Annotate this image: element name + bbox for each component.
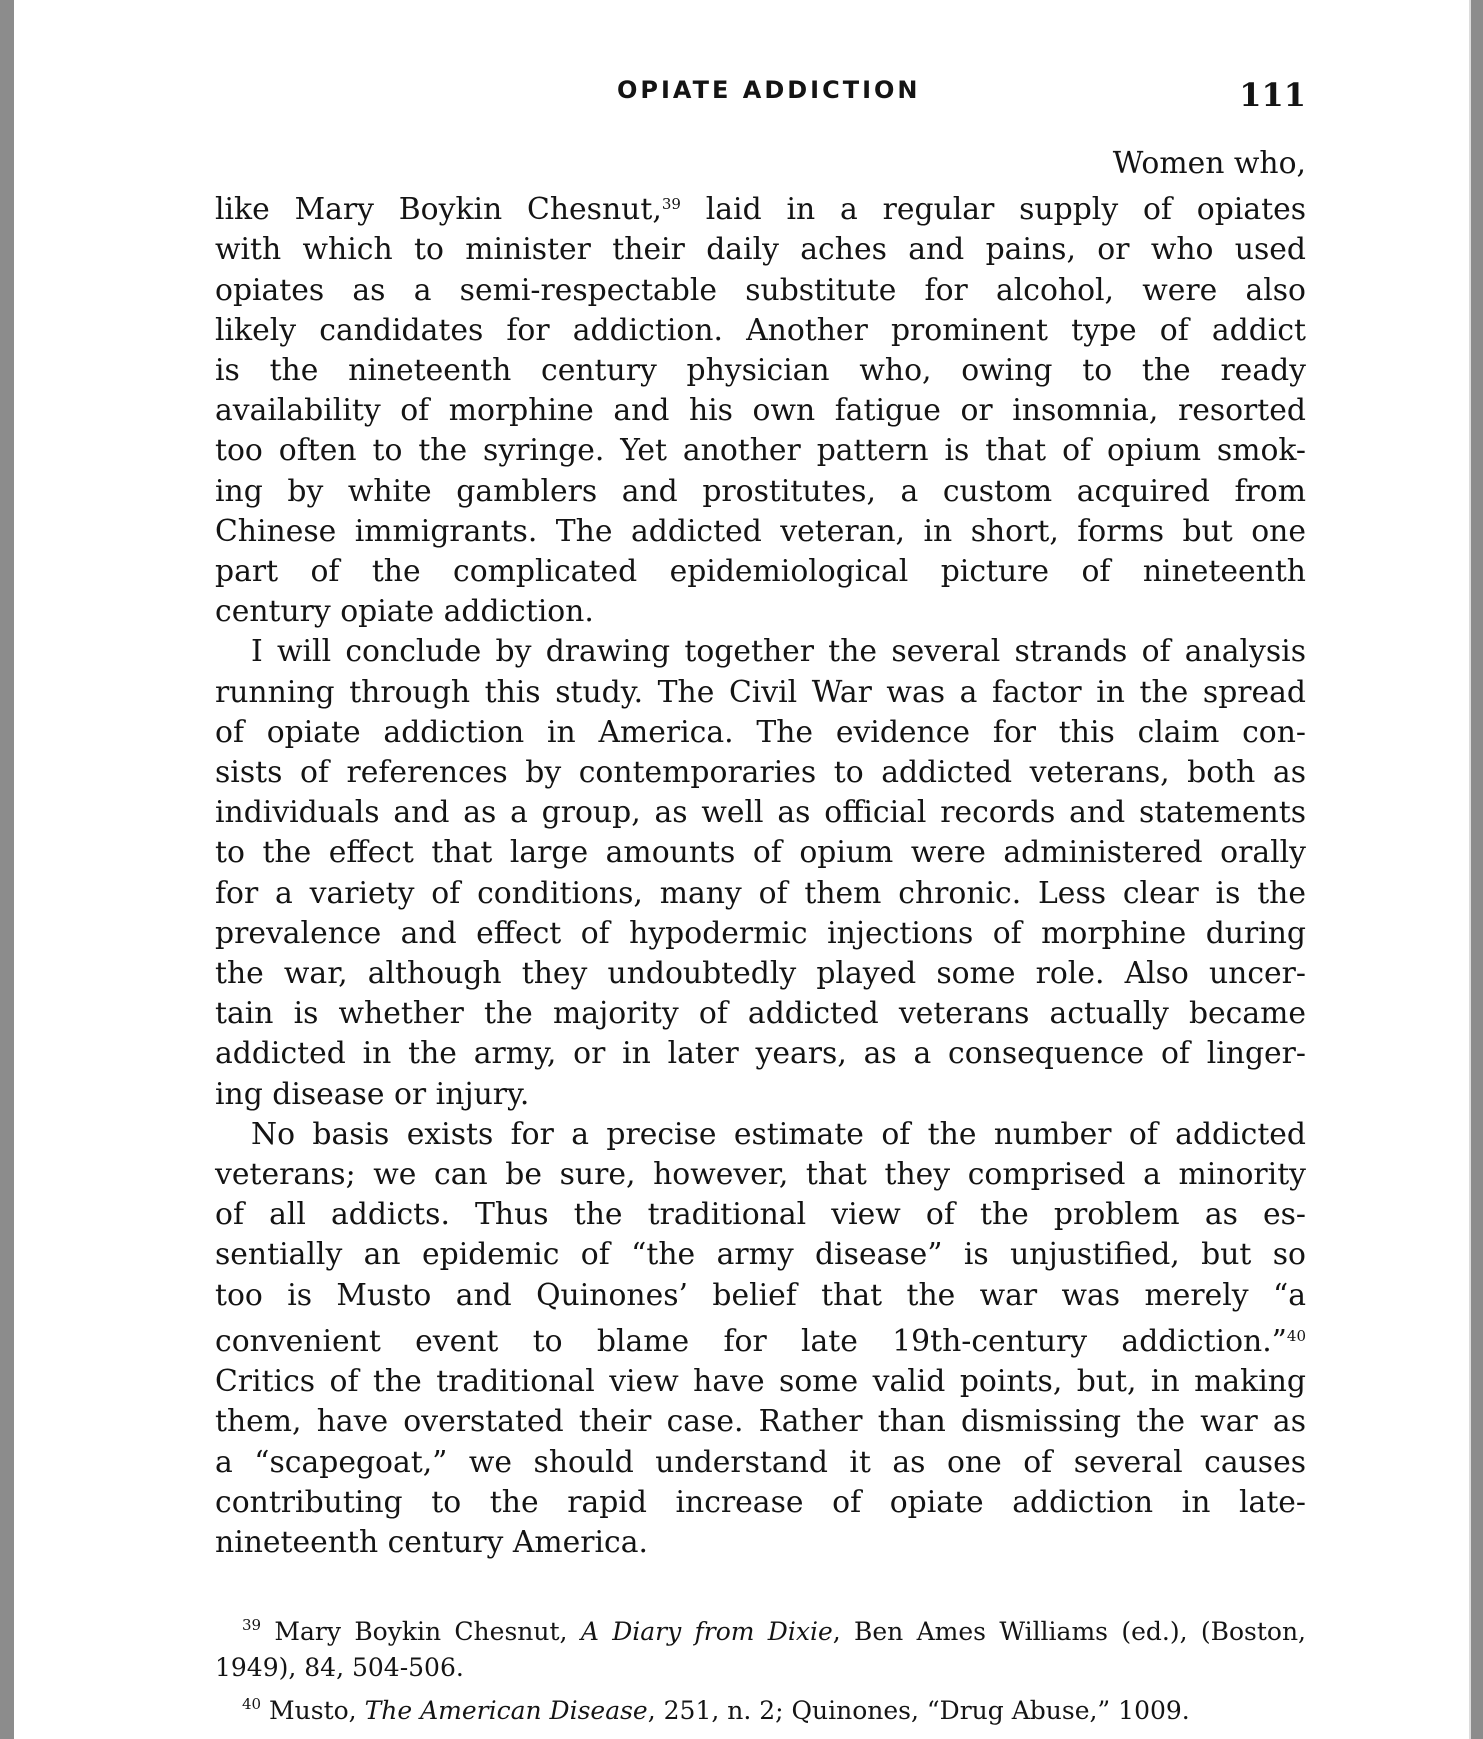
footnote-39 (215, 1607, 1306, 1650)
text-line: running through this study. The Civil War was a factor in the spread (215, 674, 1306, 710)
text-line: prevalence and effect of hypodermic injections of morphine during (215, 915, 1306, 951)
text-line: for a variety of conditions, many of them chronic. Less clear is the (215, 875, 1306, 911)
text-line: of opiate addiction in America. The evidence for this claim con- (215, 714, 1306, 750)
text-line: sentially an epidemic of “the army disease” is unjustified, but so (215, 1237, 1306, 1273)
text-line: too is Musto and Quinones’ belief that the war was merely “a (215, 1277, 1306, 1313)
viewer-right-border (1471, 0, 1483, 1739)
text-line: convenient event to blame for late 19th-century addiction.”$^{40}$ (215, 1323, 1306, 1359)
text-line: contributing to the rapid increase of opiate addiction in late- (215, 1484, 1306, 1520)
footnote-title: The American Disease (364, 1696, 648, 1725)
text-line: with which to minister their daily aches and pains, or who used (215, 232, 1306, 268)
text-line: is the nineteenth century physician who, owing to the ready (215, 353, 1306, 389)
footnote-39-continued: 1949), 84, 504-506. (215, 1653, 464, 1682)
footnote-title: A Diary from Dixie (580, 1617, 833, 1646)
viewer-left-border (0, 0, 14, 1739)
footnote-marker: 39 (242, 1616, 262, 1634)
text-line: the war, although they undoubtedly played some role. Also uncer- (215, 956, 1306, 992)
text-line: them, have overstated their case. Rather than dismissing the war as (215, 1404, 1306, 1440)
text-line: veterans; we can be sure, however, that they comprised a minority (215, 1157, 1306, 1193)
text-line: too often to the syringe. Yet another pattern is that of opium smok- (215, 433, 1306, 469)
text-line: part of the complicated epidemiological picture of nineteenth (215, 554, 1306, 590)
footnote-text: , Ben Ames Williams (ed.), (Boston, (832, 1617, 1306, 1646)
text-line: century opiate addiction. (215, 594, 594, 630)
text-line: ing by white gamblers and prostitutes, a custom acquired from (215, 473, 1306, 509)
text-line: sists of references by contemporaries to addicted veterans, both as (215, 755, 1306, 791)
text-line: Women who, (1112, 146, 1306, 181)
footnote-reference: 39 (661, 195, 681, 214)
footnote-40 (215, 1686, 1306, 1729)
text-line: likely candidates for addiction. Another prominent type of addict (215, 312, 1306, 348)
text-line: nineteenth century America. (215, 1524, 648, 1560)
text-line: I will conclude by drawing together the several strands of analysis (251, 634, 1306, 670)
footnote-reference: 40 (1286, 1326, 1306, 1345)
text-line: opiates as a semi-respectable substitute for alcohol, were also (215, 272, 1306, 308)
footnote-text: , 251, n. 2; Quinones, “Drug Abuse,” 1009. (647, 1696, 1190, 1725)
footnote-text: Musto, (261, 1696, 365, 1725)
running-head: OPIATE ADDICTION (617, 76, 921, 104)
footnote-marker: 40 (242, 1695, 262, 1713)
text-line: to the effect that large amounts of opium were administered orally (215, 835, 1306, 871)
body-text (215, 144, 1306, 1563)
text-line: Chinese immigrants. The addicted veteran, in short, forms but one (215, 513, 1306, 549)
text-line: ing disease or injury. (215, 1076, 530, 1112)
footnotes (215, 1607, 1306, 1729)
text-line: like Mary Boykin Chesnut,$^{39}$ laid in a regular supply of opiates (215, 192, 1306, 228)
text-line: of all addicts. Thus the traditional view of the problem as es- (215, 1197, 1306, 1233)
text-line: No basis exists for a precise estimate of the number of addicted (251, 1116, 1306, 1152)
text-line: Critics of the traditional view have some valid points, but, in making (215, 1364, 1306, 1400)
footnote-text: Mary Boykin Chesnut, (261, 1617, 581, 1646)
page-number: 111 (1239, 76, 1306, 114)
text-line: addicted in the army, or in later years, as a consequence of linger- (215, 1036, 1306, 1072)
text-line: a “scapegoat,” we should understand it as one of several causes (215, 1444, 1306, 1480)
text-line: tain is whether the majority of addicted veterans actually became (215, 996, 1306, 1032)
text-line: individuals and as a group, as well as official records and statements (215, 795, 1306, 831)
text-line: availability of morphine and his own fatigue or insomnia, resorted (215, 393, 1306, 429)
